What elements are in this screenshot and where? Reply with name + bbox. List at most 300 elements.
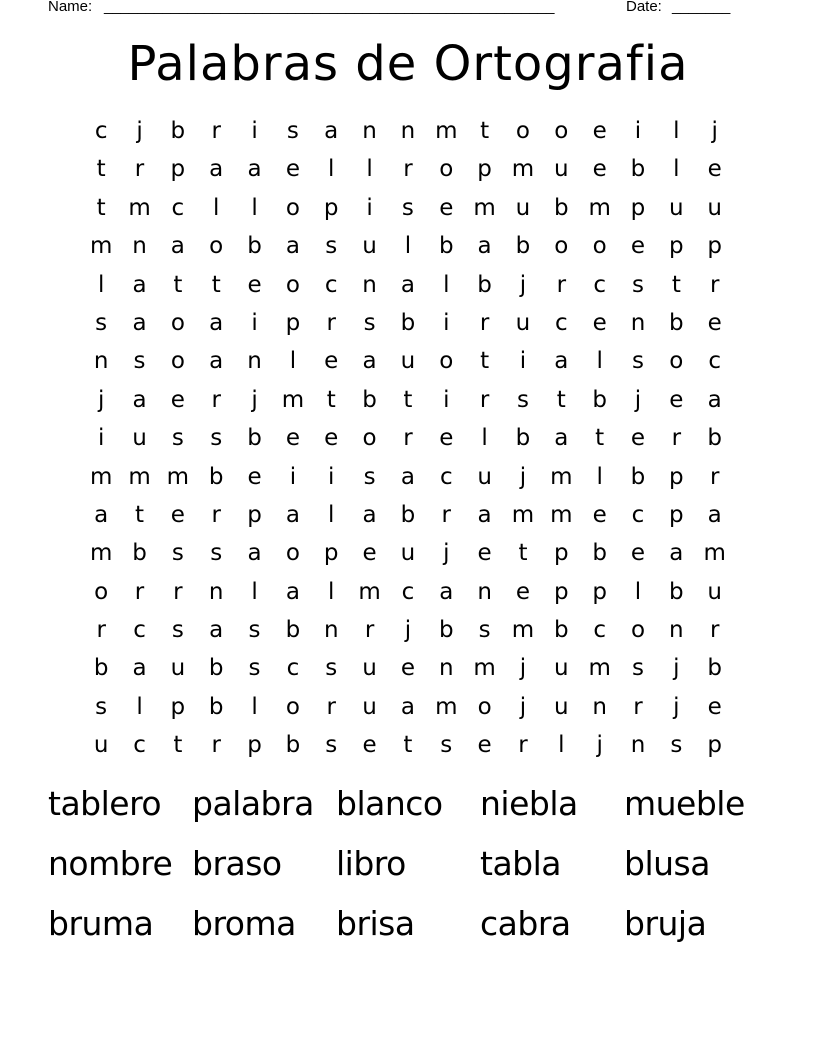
name-label: Name: [48,0,93,15]
grid-letter: a [132,655,147,682]
grid-letter: p [707,233,722,260]
grid-letter: m [128,194,151,221]
grid-letter: l [328,156,335,183]
grid-letter: l [404,233,412,260]
grid-row [82,227,734,265]
grid-letter: u [477,463,492,490]
grid-letter: b [285,617,301,644]
grid-letter: r [556,271,567,298]
grid-letter: p [669,501,684,528]
grid-letter: o [630,617,646,644]
grid-letter: s [325,732,338,759]
grid-row [82,419,734,457]
grid-letter: s [631,348,644,375]
grid-letter: r [709,271,720,298]
grid-letter: u [132,425,147,452]
grid-letter: m [435,693,458,720]
grid-letter: l [251,194,258,221]
word-bank-item: mueble [624,784,745,823]
grid-letter: m [435,118,458,144]
grid-letter: o [170,309,185,336]
grid-letter: i [328,463,335,490]
grid-letter: j [596,732,603,759]
grid-letter: o [554,118,569,144]
grid-letter: p [247,501,262,528]
word-bank-item: libro [336,844,406,883]
grid-letter: j [673,693,680,720]
grid-letter: i [634,118,642,144]
grid-letter: s [95,309,108,336]
word-bank-item: niebla [480,784,578,823]
grid-row [82,534,734,572]
word-bank-item: tabla [480,844,561,883]
grid-letter: t [556,386,566,413]
grid-letter: s [95,693,108,720]
grid-letter: b [669,309,684,336]
grid-letter: r [403,156,413,183]
grid-letter: p [669,463,684,490]
grid-letter: a [362,501,377,528]
grid-letter: m [473,655,496,682]
grid-letter: t [96,156,106,183]
grid-letter: e [324,348,339,375]
grid-letter: l [673,156,680,183]
grid-letter: l [481,425,488,452]
grid-letter: u [515,194,531,221]
grid-letter: b [592,386,607,413]
grid-letter: l [596,463,603,490]
grid-letter: s [670,732,683,759]
grid-letter: s [248,617,261,644]
grid-letter: m [703,540,726,567]
grid-letter: s [363,463,376,490]
grid-letter: e [362,732,377,759]
grid-letter: m [89,540,113,567]
grid-letter: o [170,348,185,375]
grid-letter: b [592,540,607,567]
grid-letter: m [89,233,113,260]
grid-letter: p [669,233,684,260]
grid-letter: u [400,540,416,567]
grid-letter: a [209,156,224,183]
grid-letter: a [477,233,492,260]
grid-letter: b [707,425,722,452]
grid-letter: u [707,194,722,221]
grid-letter: l [251,578,258,605]
grid-letter: i [366,194,373,221]
grid-letter: a [362,348,377,375]
grid-letter: i [289,463,297,490]
word-bank-item: bruja [624,904,707,943]
grid-letter: u [669,194,684,221]
grid-letter: t [173,732,183,759]
grid-letter: a [94,501,109,528]
grid-letter: o [592,233,607,260]
grid-letter: o [209,233,224,260]
grid-letter: i [443,309,450,336]
grid-letter: b [247,233,262,260]
grid-letter: m [588,194,611,221]
grid-letter: i [97,425,105,452]
grid-letter: b [208,655,224,682]
name-field: ______________________________________________________ [104,0,555,15]
grid-letter: n [93,348,109,375]
grid-row [82,342,734,380]
grid-letter: m [588,655,611,682]
grid-letter: l [251,693,258,720]
grid-letter: j [404,617,412,644]
grid-letter: b [93,655,109,682]
grid-letter: l [673,118,680,144]
grid-letter: s [286,118,299,144]
grid-letter: o [477,693,492,720]
grid-letter: o [554,233,569,260]
grid-letter: u [93,732,109,759]
grid-letter: o [515,118,530,144]
word-bank-item: palabra [192,784,314,823]
grid-letter: i [443,386,450,413]
grid-letter: m [89,463,113,490]
grid-letter: u [400,348,416,375]
grid-letter: r [134,578,145,605]
grid-letter: a [285,233,300,260]
grid-row [82,688,734,726]
grid-letter: l [366,156,373,183]
grid-letter: r [671,425,682,452]
grid-letter: o [285,194,300,221]
grid-letter: b [553,194,569,221]
word-bank-item: bruma [48,904,154,943]
grid-letter: j [136,118,143,144]
grid-letter: b [477,271,492,298]
date-field: _______ [672,0,731,15]
grid-letter: c [439,463,453,490]
word-bank-item: blusa [624,844,710,883]
grid-letter: r [479,386,490,413]
grid-letter: j [519,655,527,682]
grid-letter: l [136,693,143,720]
grid-letter: e [170,386,185,413]
grid-letter: a [400,271,415,298]
word-bank-item: braso [192,844,282,883]
grid-letter: n [630,309,646,336]
grid-letter: s [248,655,261,682]
grid-letter: e [707,156,722,183]
grid-letter: a [554,348,569,375]
grid-letter: n [362,271,377,298]
grid-letter: j [634,386,642,413]
page-title: Palabras de Ortografia [127,36,689,92]
grid-letter: p [707,732,722,759]
grid-letter: e [247,463,262,490]
grid-letter: e [285,156,300,183]
grid-letter: c [554,309,568,336]
grid-letter: e [630,233,646,260]
grid-letter: m [281,386,305,413]
grid-letter: t [173,271,183,298]
grid-letter: a [554,425,569,452]
grid-letter: b [515,425,531,452]
grid-letter: o [439,156,454,183]
grid-letter: n [247,348,262,375]
grid-letter: b [362,386,377,413]
grid-letter: n [400,118,416,144]
grid-letter: s [478,617,491,644]
grid-letter: r [479,309,490,336]
grid-letter: j [519,693,527,720]
grid-letter: i [251,309,258,336]
grid-letter: m [550,463,573,490]
grid-letter: s [210,540,223,567]
grid-letter: a [439,578,454,605]
grid-letter: e [247,271,262,298]
grid-letter: e [477,732,492,759]
grid-letter: s [210,425,223,452]
grid-letter: b [285,732,301,759]
grid-letter: s [401,194,414,221]
grid-letter: u [362,655,377,682]
grid-letter: p [630,194,646,221]
word-bank-item: cabra [480,904,571,943]
grid-letter: a [170,233,185,260]
grid-letter: t [671,271,681,298]
word-row [48,780,788,840]
grid-letter: s [171,425,184,452]
grid-letter: t [96,194,106,221]
grid-letter: b [669,578,684,605]
grid-letter: c [401,578,415,605]
grid-letter: c [631,501,645,528]
grid-letter: e [707,309,722,336]
word-row [48,900,788,960]
grid-letter: b [630,463,646,490]
grid-letter: r [211,118,221,144]
grid-letter: b [438,233,454,260]
grid-letter: u [554,655,569,682]
grid-letter: e [630,540,646,567]
grid-letter: l [443,271,450,298]
grid-letter: e [285,425,300,452]
grid-row [82,496,734,534]
word-bank-item: broma [192,904,296,943]
grid-letter: o [94,578,109,605]
grid-letter: b [630,156,646,183]
grid-letter: u [362,693,377,720]
grid-letter: b [208,463,224,490]
grid-letter: c [324,271,338,298]
grid-letter: j [443,540,450,567]
grid-letter: b [208,693,224,720]
grid-letter: s [171,540,184,567]
grid-letter: m [511,156,535,183]
grid-letter: p [477,156,492,183]
grid-letter: l [289,348,297,375]
grid-letter: n [362,118,377,144]
grid-letter: u [554,693,569,720]
grid-letter: n [630,732,646,759]
grid-letter: p [285,309,301,336]
grid-letter: n [132,233,147,260]
grid-letter: e [592,118,607,144]
grid-letter: r [326,693,336,720]
grid-letter: a [400,463,415,490]
grid-letter: u [362,233,377,260]
grid-letter: e [707,693,722,720]
grid-letter: b [400,309,416,336]
grid-letter: b [132,540,147,567]
grid-letter: r [211,501,221,528]
grid-letter: l [596,348,603,375]
grid-letter: c [133,617,146,644]
word-bank [48,780,788,960]
grid-letter: b [400,501,416,528]
grid-letter: t [403,386,413,413]
grid-letter: e [439,194,454,221]
grid-letter: s [631,271,644,298]
grid-letter: u [554,156,569,183]
grid-letter: r [709,617,720,644]
grid-letter: b [515,233,531,260]
grid-letter: m [128,463,151,490]
grid-letter: r [709,463,720,490]
grid-letter: a [707,501,722,528]
grid-letter: t [326,386,336,413]
grid-letter: p [323,540,339,567]
grid-letter: i [519,348,527,375]
grid-letter: p [553,540,569,567]
grid-letter: p [170,693,186,720]
grid-letter: t [595,425,605,452]
grid-letter: a [669,540,684,567]
grid-letter: r [518,732,528,759]
word-bank-item: tablero [48,784,162,823]
grid-letter: l [328,578,335,605]
word-bank-item: blanco [336,784,443,823]
grid-letter: a [707,386,722,413]
word-bank-item: nombre [48,844,173,883]
grid-letter: a [209,348,224,375]
grid-letter: j [519,271,527,298]
grid-row [82,573,734,611]
grid-letter: o [439,348,454,375]
grid-row [82,304,734,342]
grid-letter: r [403,425,413,452]
grid-letter: e [630,425,646,452]
grid-row [82,189,734,227]
grid-letter: r [96,617,106,644]
grid-letter: u [707,578,722,605]
grid-letter: s [363,309,376,336]
grid-letter: e [170,501,185,528]
grid-letter: e [400,655,415,682]
grid-letter: s [631,655,644,682]
header-line [48,0,748,18]
grid-letter: o [362,425,377,452]
grid-letter: p [323,194,339,221]
grid-letter: l [213,194,220,221]
grid-letter: a [400,693,415,720]
word-bank-item: brisa [336,904,415,943]
grid-row [82,266,734,304]
grid-letter: r [173,578,183,605]
grid-letter: l [328,501,335,528]
grid-row [82,381,734,419]
grid-letter: a [247,156,262,183]
grid-letter: e [324,425,339,452]
grid-letter: c [94,118,108,144]
grid-row [82,458,734,496]
grid-letter: a [477,501,492,528]
grid-letter: s [171,617,184,644]
grid-letter: l [634,578,642,605]
grid-letter: u [515,309,531,336]
grid-letter: o [669,348,684,375]
grid-letter: b [553,617,569,644]
grid-letter: r [364,617,375,644]
grid-letter: t [211,271,221,298]
grid-row [82,150,734,188]
grid-letter: a [209,617,224,644]
grid-letter: b [247,425,262,452]
grid-letter: e [669,386,684,413]
grid-letter: l [558,732,565,759]
grid-letter: u [170,655,186,682]
grid-letter: p [170,156,186,183]
grid-letter: p [553,578,569,605]
grid-letter: c [708,348,721,375]
grid-letter: o [285,693,300,720]
grid-letter: n [438,655,454,682]
grid-letter: a [285,578,300,605]
grid-letter: b [438,617,454,644]
grid-letter: t [135,501,145,528]
grid-letter: n [592,693,607,720]
grid-letter: o [285,540,300,567]
grid-letter: a [132,271,147,298]
grid-letter: e [477,540,492,567]
grid-letter: s [133,348,146,375]
grid-row [82,611,734,649]
grid-letter: r [633,693,643,720]
grid-letter: a [247,540,262,567]
grid-letter: s [325,233,338,260]
grid-letter: e [515,578,531,605]
grid-letter: n [323,617,339,644]
grid-letter: j [97,386,105,413]
grid-letter: r [211,732,221,759]
grid-letter: j [711,118,718,144]
grid-letter: s [516,386,529,413]
grid-letter: t [480,118,490,144]
grid-letter: e [592,501,607,528]
grid-letter: r [134,156,145,183]
grid-letter: m [511,501,535,528]
grid-letter: c [593,271,606,298]
grid-letter: c [593,617,606,644]
grid-letter: m [511,617,535,644]
grid-letter: r [326,309,336,336]
grid-letter: e [439,425,454,452]
grid-letter: t [480,348,490,375]
grid-letter: s [325,655,338,682]
grid-letter: c [133,732,146,759]
grid-letter: m [473,194,496,221]
grid-letter: t [403,732,413,759]
grid-letter: m [550,501,573,528]
grid-letter: r [441,501,451,528]
grid-letter: j [673,655,680,682]
grid-letter: b [707,655,722,682]
